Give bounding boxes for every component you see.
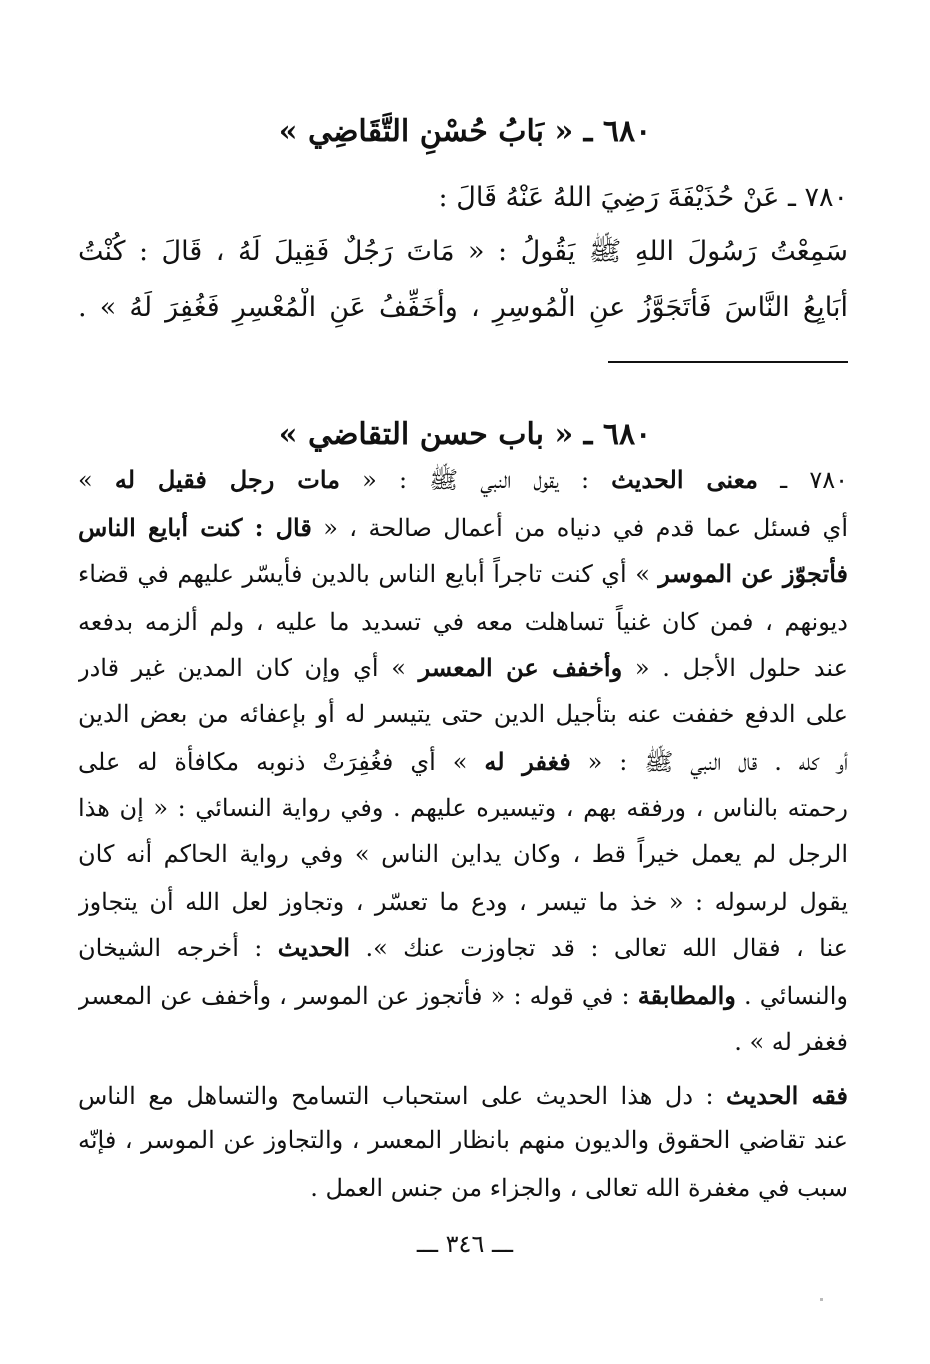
fiqh-line-2 bbox=[78, 1122, 848, 1158]
commentary-line-7 bbox=[78, 744, 848, 780]
text-segment: عنا ، فقال الله تعالى : قد تجاوزت عنك ». bbox=[350, 934, 848, 962]
hadith-line-3: أُبَايِعُ النَّاسَ فَأَتَجَوَّزُ عنِ الْمُوسِرِ ، وأُخَفِّفُ عَنِ الْمُعْسِرِ فَغُفِرَ لَهُ » . bbox=[78, 292, 848, 323]
commentary-line-10 bbox=[78, 884, 848, 920]
text-segment: ٧٨٠ ـ bbox=[758, 466, 848, 494]
text-segment: يقول لرسوله : « خذ ما تيسر ، ودع ما تعسّر ، وتجاوز لعل الله أن يتجاوز bbox=[78, 888, 848, 916]
commentary-line-8 bbox=[78, 790, 848, 826]
section-title-commentary: ٦٨٠ ـ « باب حسن التقاضي » bbox=[278, 417, 652, 452]
text-segment: أو كله . قال النبي ﷺ : « bbox=[570, 748, 848, 776]
text-segment: قال : كنت أبايع الناس bbox=[78, 513, 312, 542]
commentary-line-13 bbox=[78, 1024, 848, 1060]
hadith-line-2: سَمِعْتُ رَسُولَ اللهِ ﷺ يَقُولُ : « مَاتَ رَجُلٌ فَقِيلَ لَهُ ، قَالَ : كُنْتُ bbox=[78, 236, 848, 267]
text-segment: والمطابقة bbox=[637, 981, 736, 1010]
section-title-vocalized: ٦٨٠ ـ « بَابُ حُسْنِ التَّقَاضِي » bbox=[278, 114, 652, 149]
text-segment: معنى الحديث bbox=[611, 465, 759, 494]
commentary-line-2 bbox=[78, 510, 848, 546]
text-segment: » أي فغُفِرَتْ ذنوبه مكافأة له على bbox=[78, 748, 485, 776]
text-segment: أي فسئل عما قدم في دنياه من أعمال صالحة ، « bbox=[311, 514, 848, 542]
commentary-line-11 bbox=[78, 930, 848, 966]
commentary-line-12 bbox=[78, 978, 848, 1014]
commentary-line-9 bbox=[78, 836, 848, 872]
text-segment: : يقول النبي ﷺ : « bbox=[340, 466, 612, 494]
text-segment: » bbox=[78, 466, 115, 494]
text-segment: مات رجل فقيل له bbox=[114, 465, 340, 494]
fiqh-line-3 bbox=[78, 1170, 848, 1206]
text-segment: عند حلول الأجل . « bbox=[622, 654, 848, 682]
page-number: ـــ ٣٤٦ ـــ bbox=[416, 1230, 514, 1258]
text-segment: : في قوله : « فأتجوز عن الموسر ، وأخفف عن المعسر bbox=[78, 982, 638, 1010]
text-segment: والنسائي . bbox=[735, 982, 848, 1010]
commentary-line-3 bbox=[78, 556, 848, 592]
text-segment: وأخفف عن المعسر bbox=[418, 653, 623, 682]
text-segment: : أخرجه الشيخان bbox=[78, 934, 278, 962]
commentary-line-5 bbox=[78, 650, 848, 686]
section-divider bbox=[608, 361, 848, 363]
fiqh-line-1 bbox=[78, 1078, 848, 1114]
text-segment: : دل هذا الحديث على استحباب التسامح والتساهل مع الناس bbox=[78, 1082, 727, 1110]
commentary-line-6 bbox=[78, 696, 848, 732]
text-segment: الرجل لم يعمل خيراً قط ، وكان يداين الناس » وفي رواية الحاكم أنه كان bbox=[78, 840, 848, 868]
scan-speck bbox=[820, 1298, 823, 1301]
text-segment: » أي كنت تاجراً أبايع الناس بالدين فأيسّر عليهم في قضاء bbox=[78, 560, 659, 588]
text-segment: ديونهم ، فمن كان غنياً تساهلت معه في تسديد ما عليه ، ولم ألزمه بدفعه bbox=[78, 608, 848, 636]
text-segment: » أي وإن كان المدين غير قادر bbox=[78, 654, 419, 682]
commentary-line-1 bbox=[78, 462, 848, 498]
text-segment: فأتجوّز عن الموسر bbox=[658, 559, 848, 588]
text-segment: فغفر له bbox=[484, 747, 571, 776]
text-segment: رحمته بالناس ، ورفقه بهم ، وتيسيره عليهم . وفي رواية النسائي : « إن هذا bbox=[78, 794, 848, 822]
text-segment: الحديث bbox=[277, 933, 351, 962]
text-segment: فقه الحديث bbox=[726, 1081, 848, 1110]
text-segment: على الدفع خففت عنه بتأجيل الدين حتى يتيسر له أو بإعفائه من بعض الدين bbox=[78, 700, 848, 728]
text-segment: فغفر له » . bbox=[734, 1028, 848, 1056]
text-segment: سبب في مغفرة الله تعالى ، والجزاء من جنس العمل . bbox=[310, 1174, 848, 1202]
text-segment: عند تقاضي الحقوق والديون منهم بانظار المعسر ، والتجاوز عن الموسر ، فإنّه bbox=[78, 1126, 848, 1154]
hadith-line-1: ٧٨٠ ـ عَنْ حُذَيْفَةَ رَضِيَ اللهُ عَنْهُ قَالَ : bbox=[438, 182, 848, 213]
commentary-line-4 bbox=[78, 604, 848, 640]
